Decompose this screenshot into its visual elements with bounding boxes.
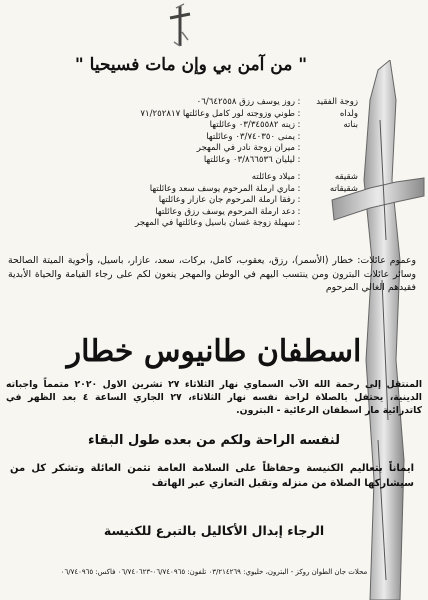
deceased-name: اسطفان طانيوس خطار — [66, 334, 362, 369]
family-members: زينه ٠٣/٣٤٥٥٨٢ وعائلتها — [209, 120, 295, 130]
bible-verse: " من آمن بي وإن مات فسيحيا " — [74, 55, 308, 75]
family-members: ليليان ٠٣/٨٦٦٥٣٦ وعائلتها — [203, 154, 295, 165]
family-relation — [303, 155, 358, 167]
family-relation: شقيقاته — [329, 183, 358, 194]
family-members: روز يوسف رزق ٠٦/٦٤٢٥٥٨ — [196, 97, 295, 107]
family-row: : دعد ارملة المرحوم يوسف رزق وعائلتها — [18, 207, 358, 219]
family-members: ميران زوجة نادر في المهجر — [196, 143, 295, 153]
family-members: يمنى ٠٣/٧٤٠٣٥٠ وعائلتها — [206, 131, 295, 142]
family-relation: شقيقه — [334, 172, 358, 182]
family-row: بناته : زينه ٠٣/٣٤٥٥٨٢ وعائلتها — [18, 120, 358, 132]
printer-contact-footer: محلات جان الطوان روكز - البترون، خليوي: ٠٣/٢١٤٢٦٩ تلفون: ٠٦/٧٤٠٩٦٥-٠٦/٧٤٠٦٢٣ فاكس: ٠٦/٧٤٠٩٦٥ — [60, 568, 368, 576]
family-row: : سهيلة زوجة غسان باسيل وعائلتها في المهجر — [18, 218, 358, 230]
family-row: : ميران زوجة نادر في المهجر — [18, 143, 358, 155]
family-members: ميلاد وعائلته — [251, 172, 295, 182]
wreath-request-line: الرجاء إبدال الأكاليل بالتبرع للكنيسة — [103, 523, 325, 538]
family-relation — [303, 143, 358, 155]
family-members: ماري ارملة المرحوم يوسف سعد وعائلتها — [149, 183, 295, 194]
family-relation: ولداه — [339, 108, 358, 119]
family-members: دعد ارملة المرحوم يوسف رزق وعائلتها — [155, 206, 295, 217]
family-relation — [303, 132, 358, 144]
family-row: : رفقا ارملة المرحوم جان عازار وعائلتها — [18, 195, 358, 207]
family-relation: بناته — [343, 120, 358, 130]
family-row: شقيقه : ميلاد وعائلته — [18, 172, 358, 184]
family-relation — [303, 195, 358, 207]
family-relation — [303, 207, 358, 219]
announcing-families-paragraph: وعموم عائلات: خطار (الأسمر)، رزق، يعقوب، كامل، بركات، سعد، عازار، باسيل، وأخوية الميتة الصالحة وسائر عائلات البترون ومن ينتسب اليهم في الوطن والمهجر ينعون لكم على رجاء القيامة والحياة الأبدية فقيدهم الغالي المرحوم — [8, 255, 416, 293]
funeral-details-paragraph: المنتقل إلى رحمة الله الآب السماوي نهار الثلاثاء ٢٧ تشرين الاول ٢٠٢٠ متمماً واجباته الدينية، يحتفل بالصلاة لراحة نفسه نهار الثلاثاء، ٢٧ الجاري الساعة ٤ بعد الظهر في كاتدرائية مار اسطفان الرعائية - البترون. — [6, 379, 423, 417]
family-relation — [303, 218, 358, 230]
family-row: شقيقاته : ماري ارملة المرحوم يوسف سعد وعائلتها — [18, 184, 358, 196]
family-members: سهيلة زوجة غسان باسيل وعائلتها في المهجر — [134, 218, 295, 228]
family-members: طوني وزوجته لور كامل وعائلتها ٧١/٢٥٢٨١٧ — [140, 108, 295, 119]
church-guidance-paragraph: ايماناً بتعاليم الكنيسة وحفاظاً على السلامة العامة تثمن العائلة وتشكر كل من سيشاركها الصلاة من منزله وتقبل التعازي عبر الهاتف — [10, 463, 414, 489]
family-row: زوجة الفقيد : روز يوسف رزق ٠٦/٦٤٢٥٥٨ — [18, 97, 358, 109]
family-row: : يمنى ٠٣/٧٤٠٣٥٠ وعائلتها — [18, 132, 358, 144]
family-list — [18, 97, 358, 230]
family-row: : ليليان ٠٣/٨٦٦٥٣٦ وعائلتها — [18, 155, 358, 167]
family-row: ولداه : طوني وزوجته لور كامل وعائلتها ٧١/٢٥٢٨١٧ — [18, 109, 358, 121]
family-relation: زوجة الفقيد — [316, 97, 358, 107]
cross-icon — [160, 2, 200, 50]
condolence-line: لنفسه الراحة ولكم من بعده طول البقاء — [87, 433, 340, 448]
family-members: رفقا ارملة المرحوم جان عازار وعائلتها — [158, 195, 295, 205]
